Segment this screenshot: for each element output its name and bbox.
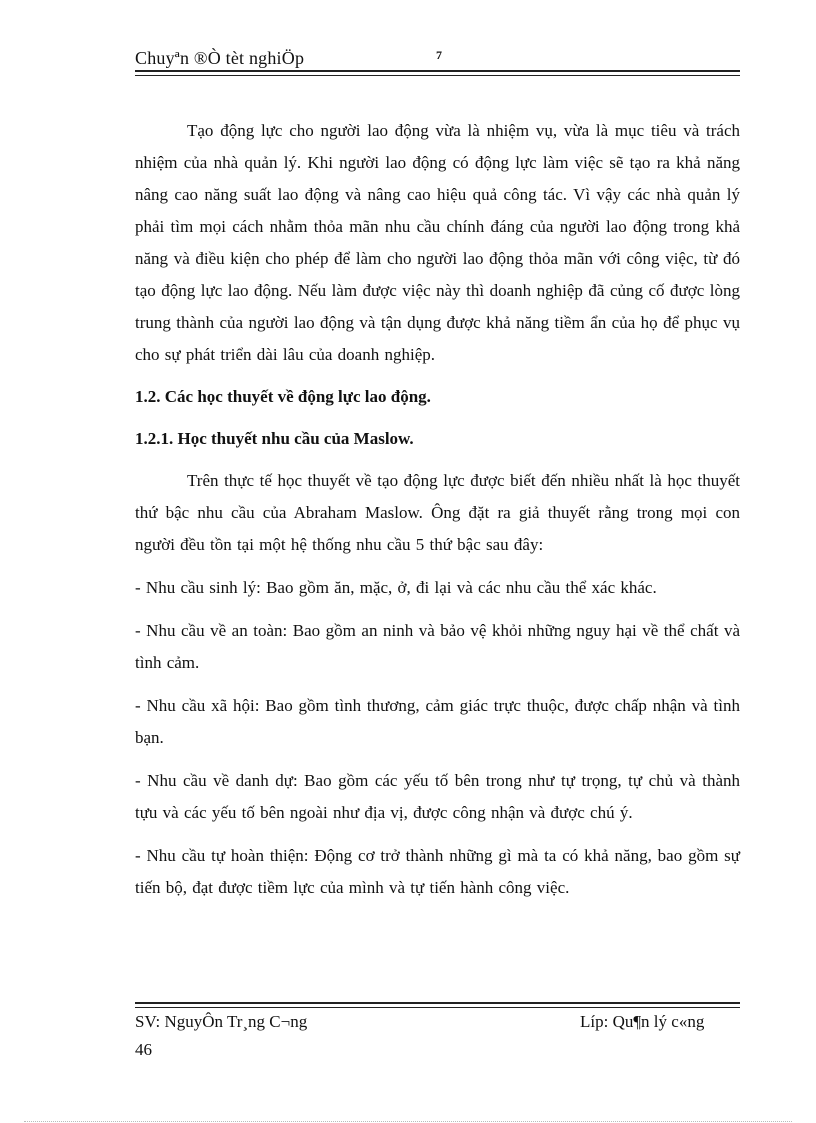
footer-number: 46 <box>135 1040 152 1059</box>
subsection-heading: 1.2.1. Học thuyết nhu cầu của Maslow. <box>135 429 414 448</box>
need-item-physiological: - Nhu cầu sinh lý: Bao gồm ăn, mặc, ở, đi lại và các nhu cầu thể xác khác. <box>135 578 657 597</box>
header-page-number: 7 <box>436 48 442 62</box>
document-body <box>135 115 740 904</box>
need-item-self-actualization: - Nhu cầu tự hoàn thiện: Động cơ trở thành những gì mà ta có khả năng, bao gồm sự tiến bộ, đạt được tiềm lực của mình và tự tiến hành công việc. <box>135 846 740 897</box>
section-heading: 1.2. Các học thuyết về động lực lao động. <box>135 387 431 406</box>
footer-rule <box>135 1002 740 1008</box>
header-rule <box>135 70 740 76</box>
header-title: Chuyªn ®Ò tèt nghiÖp <box>135 48 305 68</box>
need-item-safety: - Nhu cầu về an toàn: Bao gồm an ninh và bảo vệ khỏi những nguy hại về thể chất và tình cảm. <box>135 621 740 672</box>
maslow-paragraph: Trên thực tế học thuyết về tạo động lực được biết đến nhiều nhất là học thuyết thứ bậc nhu cầu của Abraham Maslow. Ông đặt ra giả thuyết rằng trong mọi con người đều tồn tại một hệ thống nhu cầu 5 thứ bậc sau đây: <box>135 471 740 554</box>
page-bottom-border <box>24 1121 792 1122</box>
need-item-social: - Nhu cầu xã hội: Bao gồm tình thương, cảm giác trực thuộc, được chấp nhận và tình bạn. <box>135 696 740 747</box>
footer-class-name: Líp: Qu¶n lý c«ng <box>580 1012 705 1031</box>
footer-student-name: SV: NguyÔn Tr¸ng C¬ng <box>135 1012 308 1031</box>
need-item-esteem: - Nhu cầu về danh dự: Bao gồm các yếu tố bên trong như tự trọng, tự chủ và thành tựu và các yếu tố bên ngoài như địa vị, được công nhận và được chú ý. <box>135 771 740 822</box>
intro-paragraph: Tạo động lực cho người lao động vừa là nhiệm vụ, vừa là mục tiêu và trách nhiệm của nhà quản lý. Khi người lao động có động lực làm việc sẽ tạo ra khả năng nâng cao năng suất lao động và nâng cao hiệu quả công tác. Vì vậy các nhà quản lý phải tìm mọi cách nhằm thỏa mãn nhu cầu chính đáng của người lao động trong khả năng và điều kiện cho phép để làm cho người lao động thỏa mãn với công việc, từ đó tạo động lực lao động. Nếu làm được việc này thì doanh nghiệp đã củng cố được lòng trung thành của người lao động và tận dụng được khả năng tiềm ẩn của họ để phục vụ cho sự phát triển dài lâu của doanh nghiệp. <box>135 121 740 364</box>
